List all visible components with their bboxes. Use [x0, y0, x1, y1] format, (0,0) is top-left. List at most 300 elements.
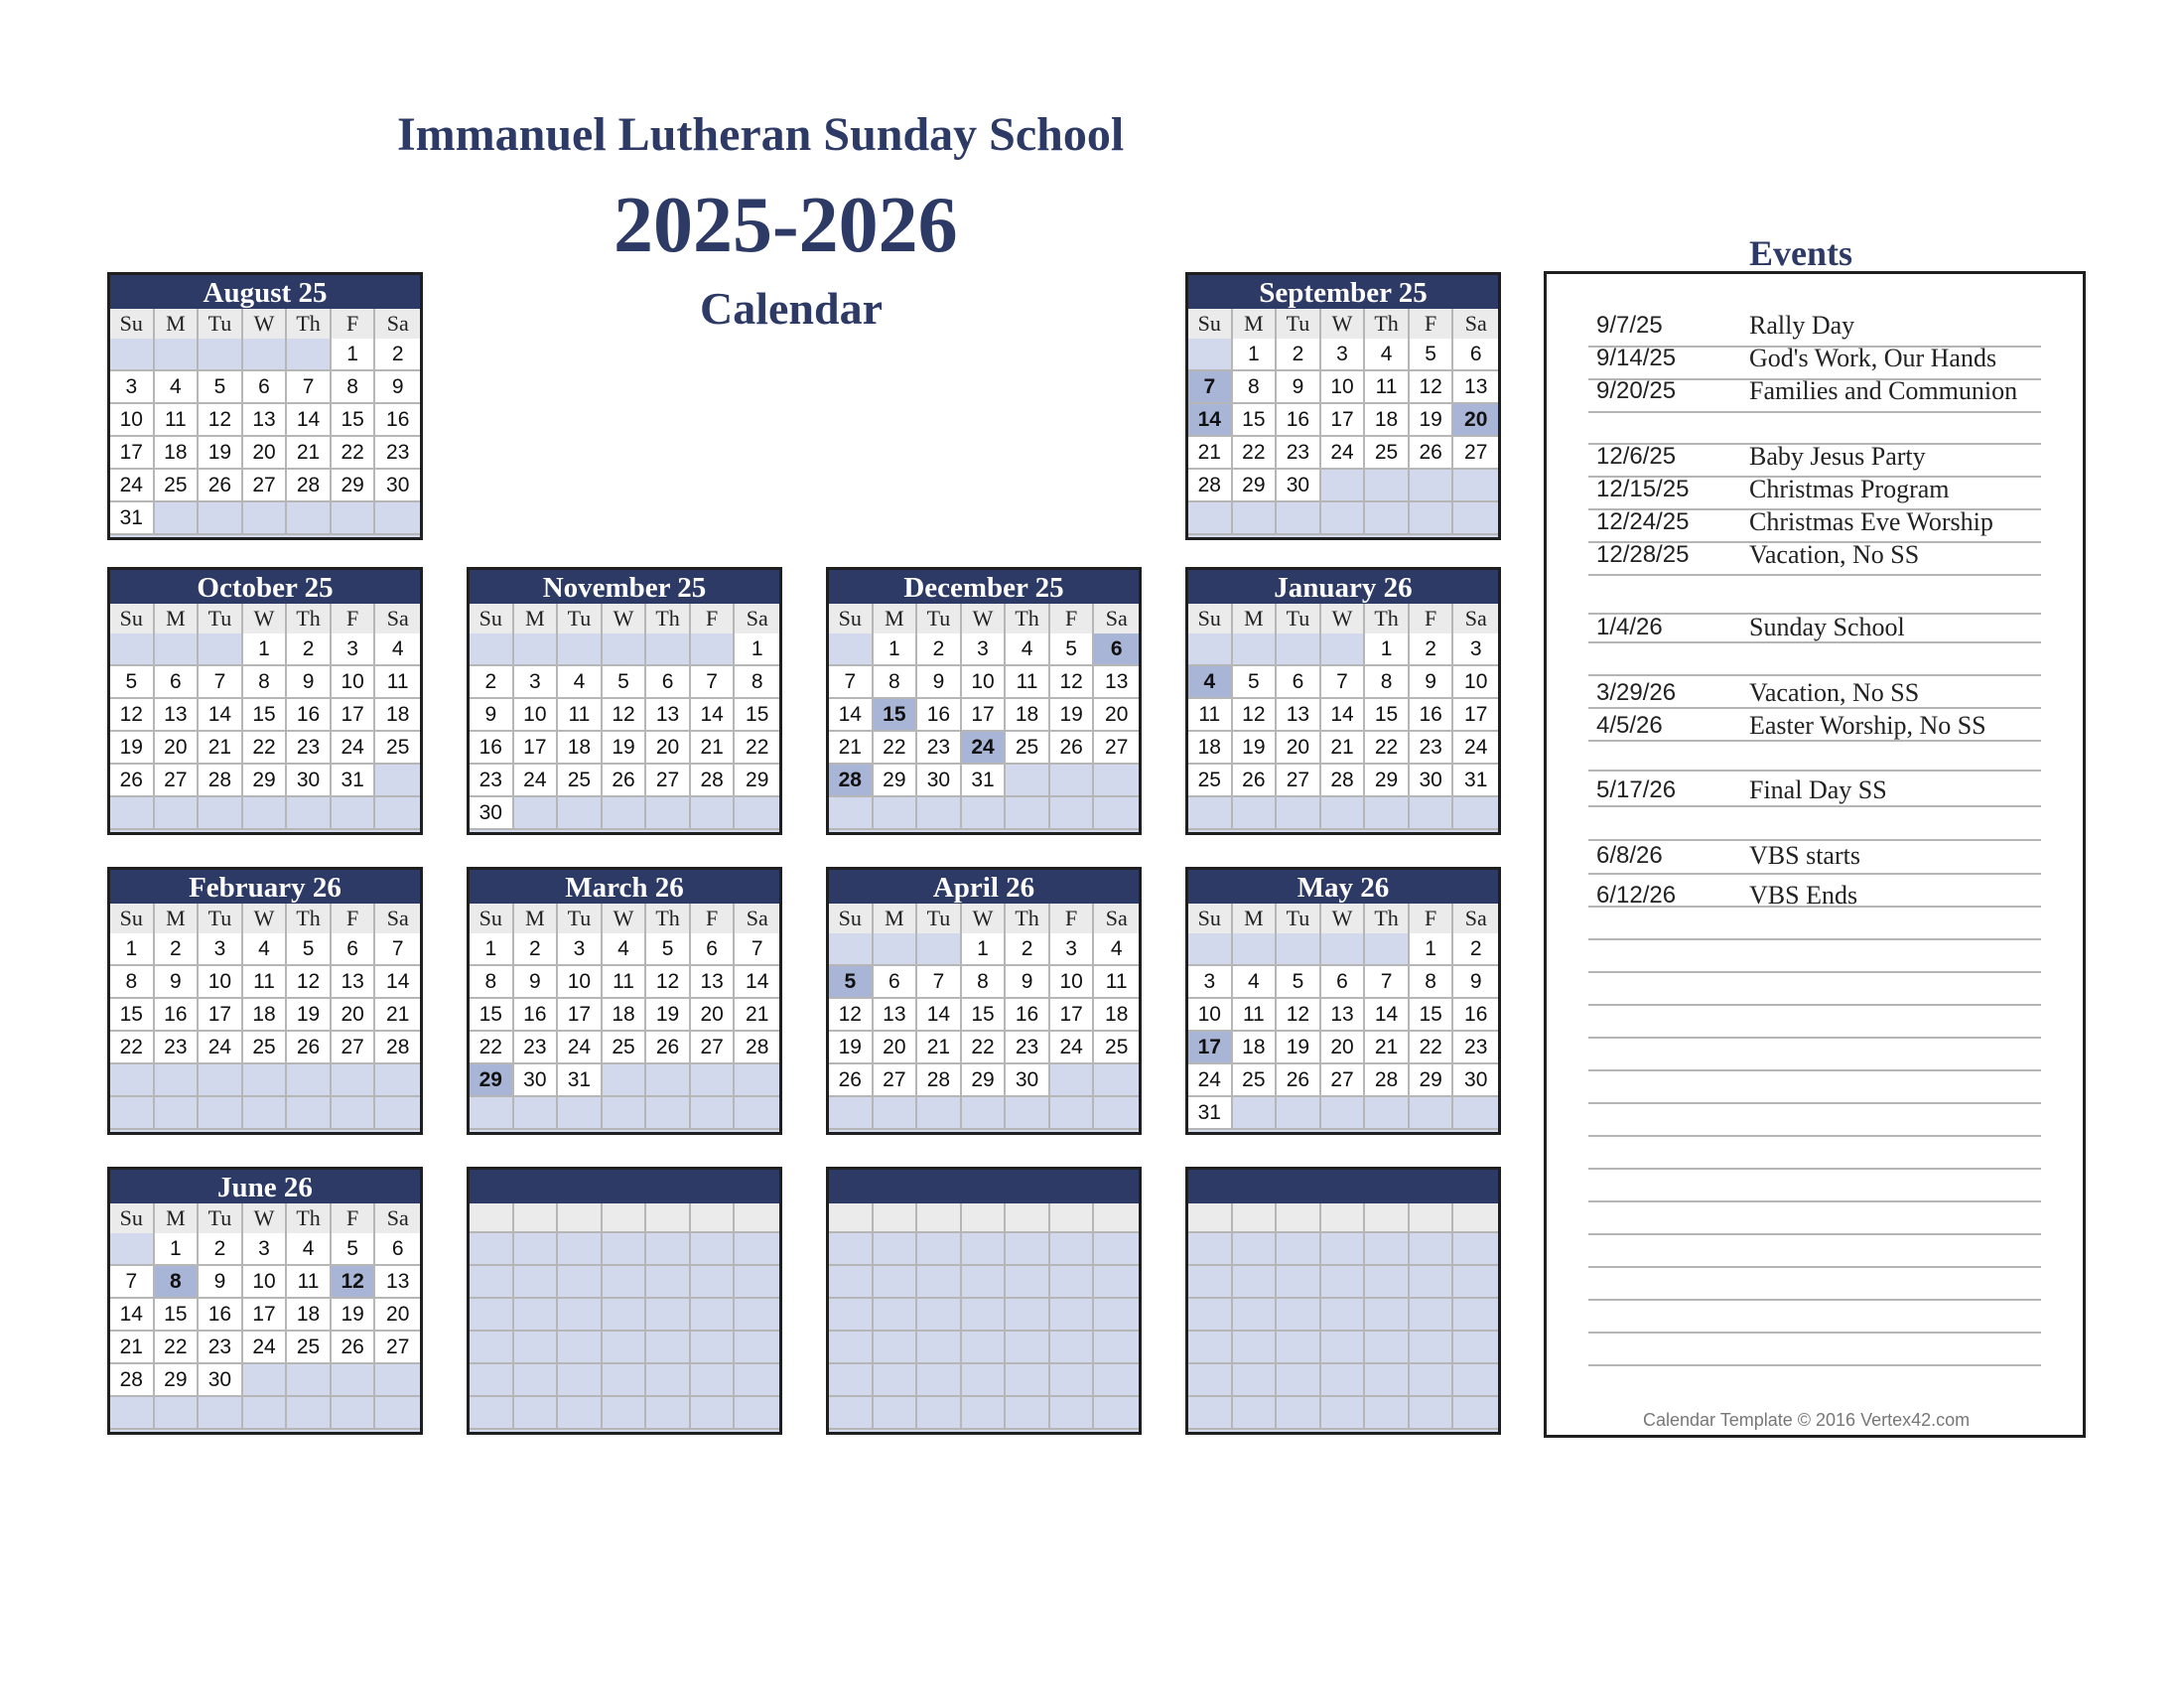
day-cell: 9	[1277, 371, 1321, 404]
month-calendar	[107, 867, 423, 1135]
empty-day-cell	[110, 1233, 155, 1266]
day-cell: 20	[1277, 732, 1321, 765]
day-cell: 19	[1277, 1032, 1321, 1064]
empty-day-cell	[287, 1397, 332, 1430]
day-cell: 4	[558, 666, 603, 699]
event-row-line	[1588, 1266, 2041, 1268]
empty-day-cell	[1006, 1364, 1050, 1397]
day-cell: 5	[287, 933, 332, 966]
empty-day-cell	[1233, 1332, 1278, 1364]
day-cell: 3	[110, 371, 155, 404]
weekday-label: Sa	[735, 904, 779, 935]
empty-day-cell	[1365, 1266, 1410, 1299]
day-cell: 19	[1233, 732, 1278, 765]
day-cell: 28	[691, 765, 736, 797]
weekday-label: Sa	[1453, 604, 1498, 635]
day-cell: 26	[110, 765, 155, 797]
empty-day-cell	[287, 339, 332, 371]
day-cell: 30	[1277, 470, 1321, 502]
empty-day-cell	[558, 1332, 603, 1364]
empty-day-cell	[646, 1332, 691, 1364]
day-cell: 29	[243, 765, 288, 797]
day-cell: 21	[375, 999, 420, 1032]
empty-day-cell	[199, 633, 243, 666]
weekday-label: F	[332, 904, 376, 935]
day-cell: 29	[332, 470, 376, 502]
empty-day-cell	[1188, 339, 1233, 371]
empty-day-cell	[735, 1397, 779, 1430]
day-cell: 23	[1006, 1032, 1050, 1064]
day-cell: 1	[1233, 339, 1278, 371]
empty-day-cell	[470, 1266, 514, 1299]
empty-day-cell	[829, 1397, 874, 1430]
weekday-label: W	[1321, 604, 1366, 635]
day-cell: 24	[558, 1032, 603, 1064]
day-cell: 20	[1321, 1032, 1366, 1064]
empty-day-cell	[735, 1064, 779, 1097]
day-cell: 8	[470, 966, 514, 999]
weekday-label: Sa	[375, 1203, 420, 1235]
day-cell: 29	[1365, 765, 1410, 797]
empty-day-cell	[1188, 797, 1233, 830]
weekday-label	[874, 1203, 918, 1233]
empty-day-cell	[1188, 933, 1233, 966]
day-cell: 18	[1365, 404, 1410, 437]
day-cell: 29	[735, 765, 779, 797]
empty-day-cell	[470, 633, 514, 666]
day-cell: 24	[514, 765, 559, 797]
day-cell: 19	[646, 999, 691, 1032]
day-cell: 17	[514, 732, 559, 765]
month-calendar	[107, 567, 423, 835]
empty-day-cell	[829, 1266, 874, 1299]
weekday-label: Tu	[917, 904, 962, 935]
day-cell: 22	[1410, 1032, 1454, 1064]
empty-day-cell	[1321, 1233, 1366, 1266]
empty-day-cell	[1188, 502, 1233, 535]
day-cell: 19	[1410, 404, 1454, 437]
weekday-label	[735, 1203, 779, 1233]
empty-day-cell	[1277, 1332, 1321, 1364]
day-cell: 4	[1006, 633, 1050, 666]
weekday-label: Su	[110, 1203, 155, 1235]
empty-day-cell	[1006, 1233, 1050, 1266]
empty-day-cell	[1094, 1397, 1139, 1430]
empty-day-cell	[199, 339, 243, 371]
day-cell: 27	[874, 1064, 918, 1097]
empty-day-cell	[1321, 1299, 1366, 1332]
day-cell: 13	[1277, 699, 1321, 732]
empty-day-cell	[1094, 1266, 1139, 1299]
empty-day-cell	[1410, 502, 1454, 535]
day-cell: 17	[1050, 999, 1095, 1032]
event-name: Christmas Program	[1749, 475, 1950, 503]
weekday-label: Su	[1188, 604, 1233, 635]
day-cell: 7	[691, 666, 736, 699]
day-cell: 2	[287, 633, 332, 666]
empty-day-cell	[110, 1064, 155, 1097]
day-cell: 21	[735, 999, 779, 1032]
empty-day-cell	[1453, 1397, 1498, 1430]
empty-day-cell	[514, 1299, 559, 1332]
month-name	[1188, 1170, 1498, 1203]
empty-day-cell	[603, 1332, 647, 1364]
day-cell: 29	[1410, 1064, 1454, 1097]
empty-day-cell	[1050, 765, 1095, 797]
weekday-label: M	[874, 604, 918, 635]
day-cell: 1	[110, 933, 155, 966]
weekday-label	[1365, 1203, 1410, 1233]
empty-day-cell	[1094, 765, 1139, 797]
weekday-header	[1188, 1203, 1498, 1233]
weekday-label: M	[1233, 604, 1278, 635]
day-cell: 25	[1188, 765, 1233, 797]
empty-day-cell	[1188, 1332, 1233, 1364]
empty-day-cell	[287, 1097, 332, 1130]
day-cell: 8	[332, 371, 376, 404]
day-cell: 5	[829, 966, 874, 999]
empty-day-cell	[558, 797, 603, 830]
event-name: VBS Ends	[1749, 881, 1858, 910]
empty-day-cell	[155, 1397, 200, 1430]
event-row-line	[1588, 770, 2041, 772]
empty-day-cell	[514, 1097, 559, 1130]
day-cell: 14	[375, 966, 420, 999]
weekday-label: W	[962, 904, 1007, 935]
empty-day-cell	[735, 797, 779, 830]
empty-day-cell	[962, 1233, 1007, 1266]
empty-day-cell	[1233, 1299, 1278, 1332]
day-cell: 8	[1365, 666, 1410, 699]
day-cell: 30	[375, 470, 420, 502]
day-cell: 14	[110, 1299, 155, 1332]
event-name: God's Work, Our Hands	[1749, 344, 1997, 372]
day-cell: 20	[1453, 404, 1498, 437]
empty-day-cell	[1233, 502, 1278, 535]
day-cell: 19	[1050, 699, 1095, 732]
event-row-line	[1588, 674, 2041, 676]
day-cell: 9	[917, 666, 962, 699]
empty-day-cell	[1321, 1364, 1366, 1397]
empty-day-cell	[829, 1097, 874, 1130]
empty-day-cell	[155, 339, 200, 371]
day-cell: 22	[155, 1332, 200, 1364]
empty-day-cell	[691, 1332, 736, 1364]
day-cell: 25	[243, 1032, 288, 1064]
empty-day-cell	[1233, 1097, 1278, 1130]
weekday-header	[470, 904, 779, 933]
event-row-line	[1588, 1168, 2041, 1170]
empty-day-cell	[514, 1364, 559, 1397]
weekday-label: W	[243, 904, 288, 935]
empty-day-cell	[962, 1397, 1007, 1430]
empty-day-cell	[1321, 797, 1366, 830]
day-cell: 22	[1233, 437, 1278, 470]
empty-day-cell	[735, 1233, 779, 1266]
day-cell: 10	[110, 404, 155, 437]
day-cell: 16	[199, 1299, 243, 1332]
day-cell: 18	[243, 999, 288, 1032]
day-cell: 25	[1365, 437, 1410, 470]
weekday-label	[646, 1203, 691, 1233]
empty-day-cell	[1410, 1299, 1454, 1332]
day-grid	[829, 1233, 1139, 1430]
empty-day-cell	[874, 933, 918, 966]
day-cell: 18	[287, 1299, 332, 1332]
day-cell: 10	[1050, 966, 1095, 999]
day-cell: 28	[735, 1032, 779, 1064]
day-cell: 30	[1453, 1064, 1498, 1097]
day-cell: 25	[375, 732, 420, 765]
day-cell: 11	[603, 966, 647, 999]
month-calendar	[826, 1167, 1142, 1435]
empty-day-cell	[1233, 1397, 1278, 1430]
empty-day-cell	[646, 1364, 691, 1397]
weekday-label: Su	[1188, 309, 1233, 341]
day-cell: 20	[332, 999, 376, 1032]
weekday-label: F	[1410, 309, 1454, 341]
weekday-label	[1453, 1203, 1498, 1233]
day-cell: 12	[110, 699, 155, 732]
weekday-label: Tu	[558, 604, 603, 635]
empty-day-cell	[1233, 1266, 1278, 1299]
day-cell: 29	[155, 1364, 200, 1397]
month-calendar	[826, 567, 1142, 835]
empty-day-cell	[603, 1266, 647, 1299]
empty-day-cell	[962, 1332, 1007, 1364]
empty-day-cell	[1006, 1332, 1050, 1364]
day-cell: 29	[874, 765, 918, 797]
day-cell: 28	[917, 1064, 962, 1097]
day-cell: 26	[603, 765, 647, 797]
empty-day-cell	[829, 1332, 874, 1364]
day-cell: 8	[735, 666, 779, 699]
empty-day-cell	[514, 1397, 559, 1430]
day-cell: 14	[691, 699, 736, 732]
empty-day-cell	[243, 1064, 288, 1097]
day-cell: 26	[287, 1032, 332, 1064]
day-grid	[829, 933, 1139, 1130]
day-cell: 1	[874, 633, 918, 666]
empty-day-cell	[1188, 1266, 1233, 1299]
empty-day-cell	[691, 1299, 736, 1332]
day-cell: 27	[1453, 437, 1498, 470]
weekday-label: W	[243, 604, 288, 635]
weekday-label: Th	[1365, 604, 1410, 635]
weekday-label: Th	[1006, 904, 1050, 935]
weekday-label	[917, 1203, 962, 1233]
day-cell: 14	[1321, 699, 1366, 732]
event-row-line	[1588, 1004, 2041, 1006]
day-cell: 8	[110, 966, 155, 999]
day-cell: 10	[243, 1266, 288, 1299]
day-cell: 20	[1094, 699, 1139, 732]
empty-day-cell	[110, 797, 155, 830]
empty-day-cell	[917, 1233, 962, 1266]
day-cell: 10	[514, 699, 559, 732]
empty-day-cell	[1453, 1299, 1498, 1332]
empty-day-cell	[917, 797, 962, 830]
empty-day-cell	[646, 1097, 691, 1130]
empty-day-cell	[874, 1332, 918, 1364]
day-cell: 30	[470, 797, 514, 830]
empty-day-cell	[470, 1097, 514, 1130]
day-grid	[1188, 633, 1498, 830]
event-row-line	[1588, 1135, 2041, 1137]
empty-day-cell	[917, 1299, 962, 1332]
empty-day-cell	[1050, 797, 1095, 830]
weekday-label: Th	[1365, 309, 1410, 341]
day-cell: 7	[829, 666, 874, 699]
empty-day-cell	[1094, 1332, 1139, 1364]
day-cell: 6	[155, 666, 200, 699]
day-cell: 6	[375, 1233, 420, 1266]
event-row-line	[1588, 1069, 2041, 1071]
empty-day-cell	[603, 1064, 647, 1097]
weekday-label: Su	[829, 604, 874, 635]
empty-day-cell	[1321, 933, 1366, 966]
weekday-header	[1188, 904, 1498, 933]
day-grid	[829, 633, 1139, 830]
school-title: Immanuel Lutheran Sunday School	[397, 108, 1125, 161]
weekday-header	[110, 1203, 420, 1233]
day-cell: 9	[287, 666, 332, 699]
day-cell: 27	[1321, 1064, 1366, 1097]
empty-day-cell	[1321, 1266, 1366, 1299]
empty-day-cell	[1277, 1233, 1321, 1266]
day-cell: 20	[874, 1032, 918, 1064]
day-cell: 22	[962, 1032, 1007, 1064]
day-cell: 2	[1453, 933, 1498, 966]
day-cell: 12	[287, 966, 332, 999]
day-cell: 1	[1365, 633, 1410, 666]
event-name: Vacation, No SS	[1749, 540, 1920, 569]
day-cell: 7	[1188, 371, 1233, 404]
weekday-label: M	[874, 904, 918, 935]
day-cell: 2	[470, 666, 514, 699]
empty-day-cell	[287, 1364, 332, 1397]
day-cell: 13	[243, 404, 288, 437]
empty-day-cell	[155, 633, 200, 666]
day-cell: 2	[155, 933, 200, 966]
weekday-label: Sa	[1453, 309, 1498, 341]
weekday-label: F	[332, 604, 376, 635]
day-cell: 16	[155, 999, 200, 1032]
day-cell: 18	[603, 999, 647, 1032]
day-cell: 7	[110, 1266, 155, 1299]
day-cell: 13	[874, 999, 918, 1032]
day-cell: 2	[514, 933, 559, 966]
empty-day-cell	[874, 1397, 918, 1430]
weekday-label: W	[1321, 309, 1366, 341]
empty-day-cell	[1321, 633, 1366, 666]
weekday-label	[1094, 1203, 1139, 1233]
day-cell: 8	[962, 966, 1007, 999]
weekday-label: Th	[646, 904, 691, 935]
day-cell: 21	[110, 1332, 155, 1364]
event-date: 3/29/26	[1596, 679, 1677, 706]
day-cell: 20	[375, 1299, 420, 1332]
day-cell: 30	[199, 1364, 243, 1397]
empty-day-cell	[1453, 470, 1498, 502]
empty-day-cell	[735, 1266, 779, 1299]
day-cell: 11	[155, 404, 200, 437]
empty-day-cell	[874, 1233, 918, 1266]
day-cell: 8	[874, 666, 918, 699]
day-cell: 15	[243, 699, 288, 732]
weekday-label: Sa	[375, 604, 420, 635]
weekday-label: F	[691, 904, 736, 935]
weekday-label: W	[962, 604, 1007, 635]
empty-day-cell	[962, 1097, 1007, 1130]
empty-day-cell	[1410, 1332, 1454, 1364]
day-grid	[1188, 1233, 1498, 1430]
day-cell: 13	[691, 966, 736, 999]
month-name: March 26	[470, 870, 779, 904]
empty-day-cell	[558, 1266, 603, 1299]
empty-day-cell	[155, 502, 200, 535]
empty-day-cell	[1233, 797, 1278, 830]
empty-day-cell	[199, 797, 243, 830]
weekday-label: Tu	[1277, 604, 1321, 635]
day-cell: 1	[243, 633, 288, 666]
month-name: February 26	[110, 870, 420, 904]
day-cell: 25	[558, 765, 603, 797]
day-cell: 5	[646, 933, 691, 966]
empty-day-cell	[691, 1266, 736, 1299]
day-cell: 16	[1410, 699, 1454, 732]
empty-day-cell	[1233, 1233, 1278, 1266]
day-cell: 8	[155, 1266, 200, 1299]
empty-day-cell	[917, 1364, 962, 1397]
empty-day-cell	[287, 1064, 332, 1097]
day-cell: 6	[1453, 339, 1498, 371]
empty-day-cell	[1365, 1397, 1410, 1430]
empty-day-cell	[243, 1097, 288, 1130]
day-cell: 6	[874, 966, 918, 999]
day-cell: 1	[332, 339, 376, 371]
template-credit: Calendar Template © 2016 Vertex42.com	[1643, 1410, 1971, 1430]
day-cell: 16	[1006, 999, 1050, 1032]
month-name: January 26	[1188, 570, 1498, 604]
weekday-label: Sa	[375, 309, 420, 341]
day-cell: 14	[735, 966, 779, 999]
weekday-label: Su	[470, 904, 514, 935]
weekday-label	[514, 1203, 559, 1233]
weekday-label: Tu	[199, 309, 243, 341]
empty-day-cell	[155, 797, 200, 830]
month-name	[470, 1170, 779, 1203]
empty-day-cell	[603, 1397, 647, 1430]
empty-day-cell	[1321, 1332, 1366, 1364]
empty-day-cell	[874, 797, 918, 830]
weekday-header	[110, 604, 420, 633]
day-cell: 31	[1188, 1097, 1233, 1130]
empty-day-cell	[1277, 1364, 1321, 1397]
day-cell: 2	[1006, 933, 1050, 966]
day-grid	[470, 633, 779, 830]
day-cell: 21	[917, 1032, 962, 1064]
event-name: Easter Worship, No SS	[1749, 711, 1986, 740]
day-cell: 19	[199, 437, 243, 470]
day-cell: 10	[1453, 666, 1498, 699]
empty-day-cell	[1365, 1097, 1410, 1130]
day-cell: 21	[1188, 437, 1233, 470]
empty-day-cell	[1006, 797, 1050, 830]
day-cell: 3	[243, 1233, 288, 1266]
empty-day-cell	[155, 1064, 200, 1097]
empty-day-cell	[199, 502, 243, 535]
